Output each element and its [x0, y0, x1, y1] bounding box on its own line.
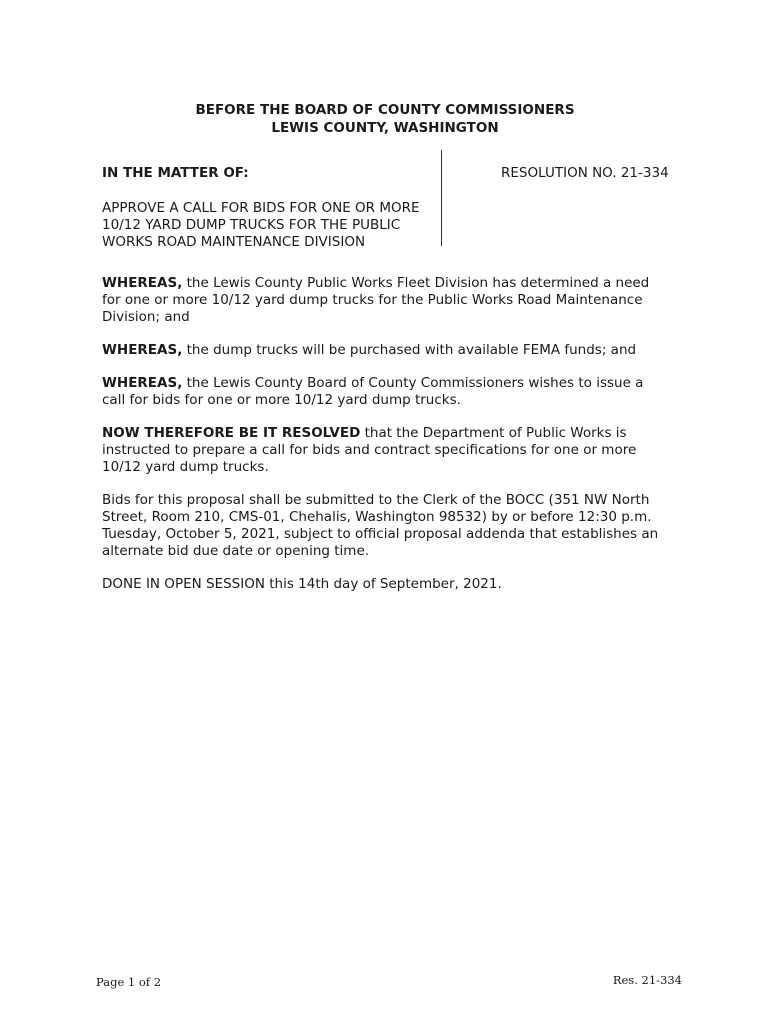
bids-paragraph [102, 492, 682, 560]
whereas-paragraph [102, 375, 682, 409]
paragraph-lead: WHEREAS, [102, 275, 183, 291]
subject-line: APPROVE A CALL FOR BIDS FOR ONE OR MORE [102, 200, 420, 216]
matter-label: IN THE MATTER OF: [102, 165, 249, 181]
subject-line: 10/12 YARD DUMP TRUCKS FOR THE PUBLIC [102, 217, 401, 233]
paragraph-text: Street, Room 210, CMS-01, Chehalis, Washington 98532) by or before 12:30 p.m. [102, 509, 652, 525]
paragraph-text: the Lewis County Public Works Fleet Division has determined a need [182, 275, 650, 291]
resolution-body [102, 275, 682, 609]
caption-divider [441, 150, 442, 246]
paragraph-text: DONE IN OPEN SESSION this 14th day of September, 2021. [102, 576, 502, 592]
paragraph-lead: NOW THEREFORE BE IT RESOLVED [102, 425, 361, 441]
whereas-paragraph [102, 342, 682, 359]
paragraph-text: alternate bid due date or opening time. [102, 543, 370, 559]
paragraph-text: Bids for this proposal shall be submitted to the Clerk of the BOCC (351 NW North [102, 492, 650, 508]
resolution-number: RESOLUTION NO. 21-334 [501, 165, 669, 181]
paragraph-text: for one or more 10/12 yard dump trucks for the Public Works Road Maintenance [102, 292, 643, 308]
subject-line: WORKS ROAD MAINTENANCE DIVISION [102, 234, 366, 250]
board-title: BEFORE THE BOARD OF COUNTY COMMISSIONERS [195, 102, 575, 118]
paragraph-text: 10/12 yard dump trucks. [102, 459, 269, 475]
footer-resolution: Res. 21-334 [612, 973, 682, 987]
paragraph-lead: WHEREAS, [102, 375, 183, 391]
county-title: LEWIS COUNTY, WASHINGTON [271, 120, 499, 136]
paragraph-text: Tuesday, October 5, 2021, subject to official proposal addenda that establishes an [102, 526, 659, 542]
paragraph-text: call for bids for one or more 10/12 yard dump trucks. [102, 392, 461, 408]
paragraph-text: the dump trucks will be purchased with available FEMA funds; and [182, 342, 637, 358]
matter-subject [102, 200, 437, 251]
paragraph-text: Division; and [102, 309, 190, 325]
paragraph-text: that the Department of Public Works is [360, 425, 627, 441]
whereas-paragraph [102, 275, 682, 326]
done-paragraph [102, 576, 682, 593]
page-number: Page 1 of 2 [96, 975, 162, 989]
matter-section [102, 165, 437, 251]
paragraph-text: the Lewis County Board of County Commissioners wishes to issue a [182, 375, 644, 391]
resolved-paragraph [102, 425, 682, 476]
paragraph-lead: WHEREAS, [102, 342, 183, 358]
document-header [0, 101, 770, 137]
paragraph-text: instructed to prepare a call for bids and contract specifications for one or more [102, 442, 637, 458]
